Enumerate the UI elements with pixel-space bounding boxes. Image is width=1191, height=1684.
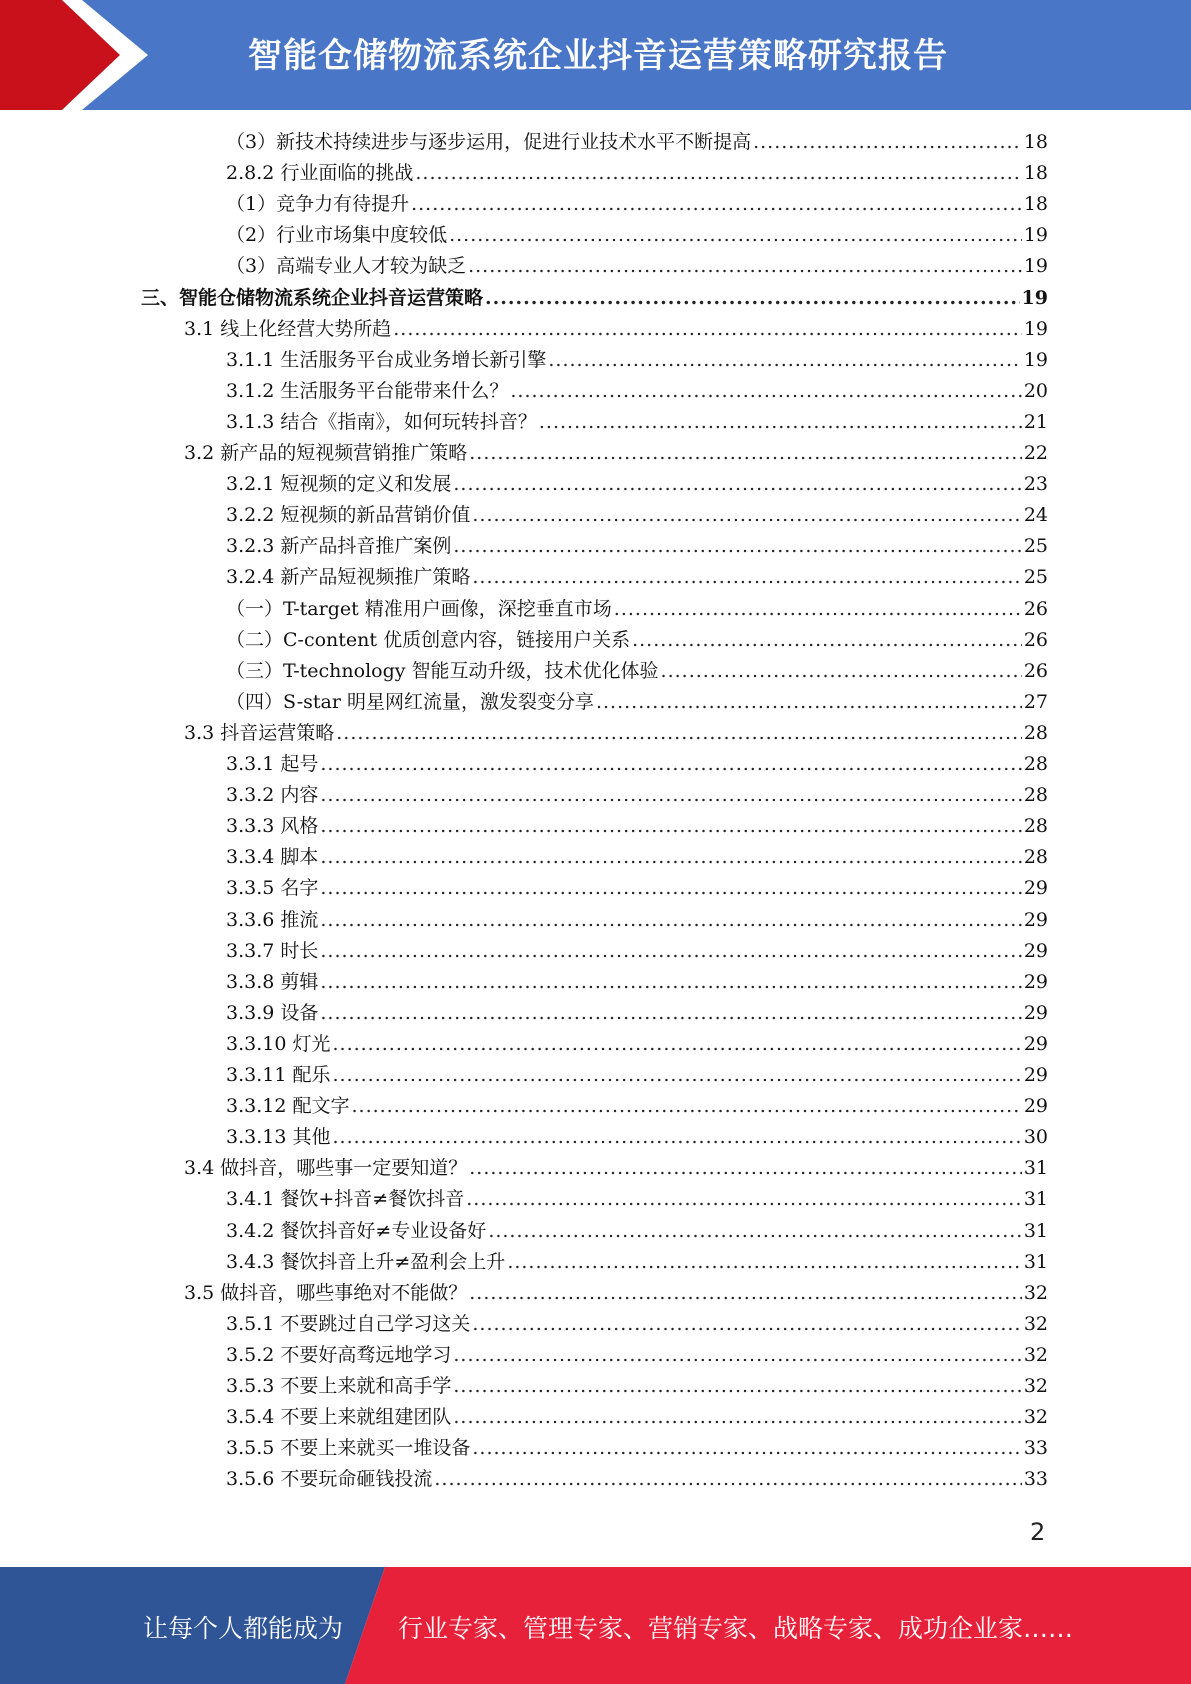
toc-dot-leader <box>614 598 1022 620</box>
toc-entry[interactable] <box>226 1309 1048 1340</box>
toc-entry[interactable] <box>226 251 1048 282</box>
toc-entry[interactable] <box>226 158 1048 189</box>
toc-entry-page: 32 <box>1023 1343 1048 1366</box>
toc-entry-page: 33 <box>1023 1437 1048 1460</box>
toc-dot-leader <box>485 287 1020 309</box>
toc-entry-label: 3.3.13 其他 <box>226 1126 331 1149</box>
toc-entry-label: 3.1.1 生活服务平台成业务增长新引擎 <box>226 348 547 371</box>
toc-entry-label: 3.3.10 灯光 <box>226 1032 331 1055</box>
toc-entry-label: （1）竞争力有待提升 <box>226 193 410 216</box>
toc-entry-page: 27 <box>1023 690 1048 713</box>
toc-entry[interactable] <box>184 718 1048 749</box>
toc-dot-leader <box>596 691 1022 713</box>
toc-entry[interactable] <box>226 531 1048 562</box>
toc-entry[interactable] <box>184 314 1048 345</box>
toc-entry-label: 3.2 新产品的短视频营销推广策略 <box>184 442 468 464</box>
toc-entry-label: （三）T-technology 智能互动升级，技术优化体验 <box>226 659 659 682</box>
toc-entry-label: （四）S-star 明星网红流量，激发裂变分享 <box>226 690 594 713</box>
toc-entry[interactable] <box>226 1340 1048 1371</box>
toc-entry-page: 19 <box>1023 317 1048 340</box>
toc-entry[interactable] <box>226 936 1048 967</box>
header-red-chevron <box>0 0 120 110</box>
toc-entry-label: 3.5.4 不要上来就组建团队 <box>226 1406 452 1429</box>
toc-entry-page: 32 <box>1023 1312 1048 1335</box>
toc-entry-label: 3.4.1 餐饮+抖音≠餐饮抖音 <box>226 1188 465 1211</box>
toc-dot-leader <box>332 1033 1021 1055</box>
toc-dot-leader <box>320 815 1021 837</box>
toc-entry-page: 30 <box>1023 1126 1048 1149</box>
toc-entry[interactable] <box>226 749 1048 780</box>
toc-entry-label: 3.2.3 新产品抖音推广案例 <box>226 535 452 558</box>
toc-dot-leader <box>472 1313 1021 1335</box>
toc-entry-page: 19 <box>1023 224 1048 247</box>
toc-entry-label: 3.3.3 风格 <box>226 815 319 838</box>
toc-entry-label: 3.2.1 短视频的定义和发展 <box>226 473 452 496</box>
toc-entry-label: 3.3.1 起号 <box>226 753 319 775</box>
toc-entry[interactable] <box>226 967 1048 998</box>
toc-entry-label: 3.1.2 生活服务平台能带来什么？ <box>226 379 509 402</box>
toc-dot-leader <box>434 1468 1021 1490</box>
toc-dot-leader <box>320 784 1021 806</box>
toc-entry[interactable] <box>226 811 1048 842</box>
toc-entry[interactable] <box>226 407 1048 438</box>
toc-dot-leader <box>453 473 1021 495</box>
toc-entry[interactable] <box>226 905 1048 936</box>
toc-entry[interactable] <box>226 656 1048 687</box>
document-title: 智能仓储物流系统企业抖音运营策略研究报告 <box>248 36 948 76</box>
toc-entry[interactable] <box>141 283 1048 314</box>
toc-entry-label: 3.5.3 不要上来就和高手学 <box>226 1375 452 1397</box>
toc-entry[interactable] <box>226 1091 1048 1122</box>
toc-entry-page: 18 <box>1023 193 1048 216</box>
toc-entry[interactable] <box>226 1216 1048 1247</box>
toc-entry-page: 32 <box>1023 1375 1048 1397</box>
toc-entry-page: 25 <box>1023 566 1048 589</box>
toc-dot-leader <box>453 1344 1021 1366</box>
toc-entry-page: 29 <box>1023 1064 1048 1086</box>
toc-dot-leader <box>472 566 1021 588</box>
toc-dot-leader <box>336 722 1022 744</box>
toc-entry-page: 28 <box>1023 846 1048 869</box>
toc-entry-label: 3.5.5 不要上来就买一堆设备 <box>226 1437 471 1460</box>
toc-entry-label: 3.3 抖音运营策略 <box>184 721 335 744</box>
toc-entry-label: 2.8.2 行业面临的挑战 <box>226 162 414 185</box>
toc-entry-label: 3.3.7 时长 <box>226 939 319 962</box>
toc-dot-leader <box>488 1220 1022 1242</box>
toc-entry-page: 33 <box>1023 1468 1048 1491</box>
toc-entry-page: 29 <box>1023 939 1048 962</box>
toc-dot-leader <box>332 1064 1021 1086</box>
toc-entry-page: 20 <box>1023 379 1048 402</box>
toc-entry[interactable] <box>226 127 1048 158</box>
toc-entry[interactable] <box>226 1122 1048 1153</box>
toc-entry-label: 3.4 做抖音，哪些事一定要知道？ <box>184 1157 468 1180</box>
toc-dot-leader <box>469 1282 1022 1304</box>
toc-dot-leader <box>411 193 1022 215</box>
toc-entry-page: 31 <box>1023 1250 1048 1273</box>
toc-entry-page: 22 <box>1023 442 1048 464</box>
toc-dot-leader <box>507 1251 1022 1273</box>
toc-entry[interactable] <box>226 1184 1048 1215</box>
toc-dot-leader <box>472 1437 1021 1459</box>
footer-slogan-right: 行业专家、管理专家、营销专家、战略专家、成功企业家…… <box>398 1614 1074 1643</box>
toc-entry[interactable] <box>184 1278 1048 1309</box>
footer-slogan-left: 让每个人都能成为 <box>143 1614 344 1643</box>
toc-dot-leader <box>320 971 1021 993</box>
toc-entry-page: 19 <box>1021 286 1048 309</box>
toc-dot-leader <box>449 224 1022 246</box>
toc-entry[interactable] <box>226 1371 1048 1402</box>
toc-dot-leader <box>548 349 1021 371</box>
toc-entry-page: 26 <box>1023 597 1048 620</box>
toc-entry-page: 28 <box>1023 721 1048 744</box>
toc-entry-label: 3.4.2 餐饮抖音好≠专业设备好 <box>226 1219 487 1242</box>
toc-entry[interactable] <box>226 469 1048 500</box>
toc-entry-page: 19 <box>1023 348 1048 371</box>
toc-entry[interactable] <box>226 873 1048 904</box>
toc-entry-label: 3.3.5 名字 <box>226 877 319 900</box>
toc-entry-page: 32 <box>1023 1406 1048 1429</box>
toc-entry[interactable] <box>226 1029 1048 1060</box>
toc-entry[interactable] <box>226 1060 1048 1091</box>
toc-dot-leader <box>393 318 1022 340</box>
toc-entry-page: 29 <box>1023 877 1048 900</box>
toc-dot-leader <box>753 131 1022 153</box>
toc-entry-page: 31 <box>1023 1219 1048 1242</box>
toc-entry[interactable] <box>226 842 1048 873</box>
toc-entry[interactable] <box>226 625 1048 656</box>
toc-dot-leader <box>453 1375 1021 1397</box>
toc-entry[interactable] <box>226 1464 1048 1495</box>
toc-entry-page: 29 <box>1023 1095 1048 1118</box>
toc-entry[interactable] <box>226 594 1048 625</box>
toc-dot-leader <box>320 846 1021 868</box>
toc-dot-leader <box>468 255 1022 277</box>
toc-dot-leader <box>466 1188 1022 1210</box>
toc-entry-page: 29 <box>1023 970 1048 993</box>
toc-entry[interactable] <box>226 376 1048 407</box>
toc-entry-label: 3.3.12 配文字 <box>226 1095 350 1118</box>
toc-entry[interactable] <box>226 345 1048 376</box>
toc-dot-leader <box>453 535 1021 557</box>
toc-entry-page: 31 <box>1023 1188 1048 1211</box>
toc-dot-leader <box>332 1126 1021 1148</box>
toc-dot-leader <box>320 909 1021 931</box>
toc-entry-label: 3.3.4 脚本 <box>226 846 319 869</box>
toc-entry[interactable] <box>226 1402 1048 1433</box>
toc-entry[interactable] <box>226 562 1048 593</box>
toc-dot-leader <box>661 660 1022 682</box>
toc-entry-page: 26 <box>1023 659 1048 682</box>
toc-entry[interactable] <box>184 1153 1048 1184</box>
toc-entry-label: （2）行业市场集中度较低 <box>226 224 448 247</box>
toc-dot-leader <box>415 162 1021 184</box>
toc-entry-label: 三、智能仓储物流系统企业抖音运营策略 <box>141 286 484 309</box>
toc-entry[interactable] <box>184 438 1048 469</box>
toc-entry-label: 3.1.3 结合《指南》，如何玩转抖音？ <box>226 410 537 433</box>
toc-entry-page: 28 <box>1023 753 1048 775</box>
toc-entry-page: 18 <box>1023 162 1048 185</box>
toc-entry[interactable] <box>226 1247 1048 1278</box>
toc-entry-page: 29 <box>1023 1032 1048 1055</box>
toc-entry-page: 29 <box>1023 908 1048 931</box>
toc-entry-page: 26 <box>1023 628 1048 651</box>
toc-entry-page: 28 <box>1023 784 1048 807</box>
toc-entry-label: 3.2.4 新产品短视频推广策略 <box>226 566 471 589</box>
toc-entry-page: 24 <box>1023 504 1048 527</box>
toc-entry-label: 3.3.9 设备 <box>226 1001 319 1024</box>
toc-dot-leader <box>453 1406 1021 1428</box>
toc-dot-leader <box>469 442 1022 464</box>
toc-entry-label: 3.3.6 推流 <box>226 908 319 931</box>
toc-dot-leader <box>320 940 1021 962</box>
toc-dot-leader <box>320 753 1021 775</box>
toc-entry-label: 3.1 线上化经营大势所趋 <box>184 317 392 340</box>
toc-entry-page: 32 <box>1023 1281 1048 1304</box>
toc-entry-label: （3）新技术持续进步与逐步运用，促进行业技术水平不断提高 <box>226 131 752 153</box>
toc-entry-page: 25 <box>1023 535 1048 558</box>
toc-entry-page: 19 <box>1023 255 1048 278</box>
toc-dot-leader <box>320 877 1021 899</box>
toc-entry-page: 31 <box>1023 1157 1048 1180</box>
toc-entry-label: （二）C-content 优质创意内容，链接用户关系 <box>226 628 631 651</box>
toc-entry[interactable] <box>226 998 1048 1029</box>
toc-dot-leader <box>469 1157 1022 1179</box>
toc-entry-page: 28 <box>1023 815 1048 838</box>
toc-entry-page: 23 <box>1023 473 1048 496</box>
page-header <box>0 0 1191 110</box>
toc-dot-leader <box>510 380 1021 402</box>
toc-entry[interactable] <box>226 687 1048 718</box>
toc-entry-label: 3.5 做抖音，哪些事绝对不能做？ <box>184 1281 468 1304</box>
toc-entry[interactable] <box>226 220 1048 251</box>
toc-entry[interactable] <box>226 780 1048 811</box>
toc-entry-label: （3）高端专业人才较为缺乏 <box>226 255 467 278</box>
toc-entry-page: 21 <box>1023 410 1048 433</box>
toc-entry-label: 3.3.8 剪辑 <box>226 970 319 993</box>
toc-dot-leader <box>351 1095 1021 1117</box>
toc-entry-label: 3.5.1 不要跳过自己学习这关 <box>226 1312 471 1335</box>
toc-entry-label: 3.3.2 内容 <box>226 784 319 807</box>
toc-entry[interactable] <box>226 189 1048 220</box>
toc-entry-label: 3.5.6 不要玩命砸钱投流 <box>226 1468 433 1491</box>
toc-entry-label: 3.4.3 餐饮抖音上升≠盈利会上升 <box>226 1250 506 1273</box>
toc-entry-label: （一）T-target 精准用户画像，深挖垂直市场 <box>226 597 612 620</box>
toc-dot-leader <box>320 1002 1021 1024</box>
toc-dot-leader <box>539 411 1022 433</box>
toc-entry[interactable] <box>226 1433 1048 1464</box>
toc-entry[interactable] <box>226 500 1048 531</box>
page-footer <box>0 1567 1191 1684</box>
toc-dot-leader <box>472 504 1021 526</box>
toc-entry-page: 18 <box>1023 131 1048 153</box>
toc-entry-label: 3.5.2 不要好高骛远地学习 <box>226 1343 452 1366</box>
toc-entry-page: 29 <box>1023 1001 1048 1024</box>
toc-dot-leader <box>632 629 1022 651</box>
toc-entry-label: 3.2.2 短视频的新品营销价值 <box>226 504 471 527</box>
page-number: 2 <box>1030 1518 1046 1546</box>
toc-entry-label: 3.3.11 配乐 <box>226 1064 331 1086</box>
